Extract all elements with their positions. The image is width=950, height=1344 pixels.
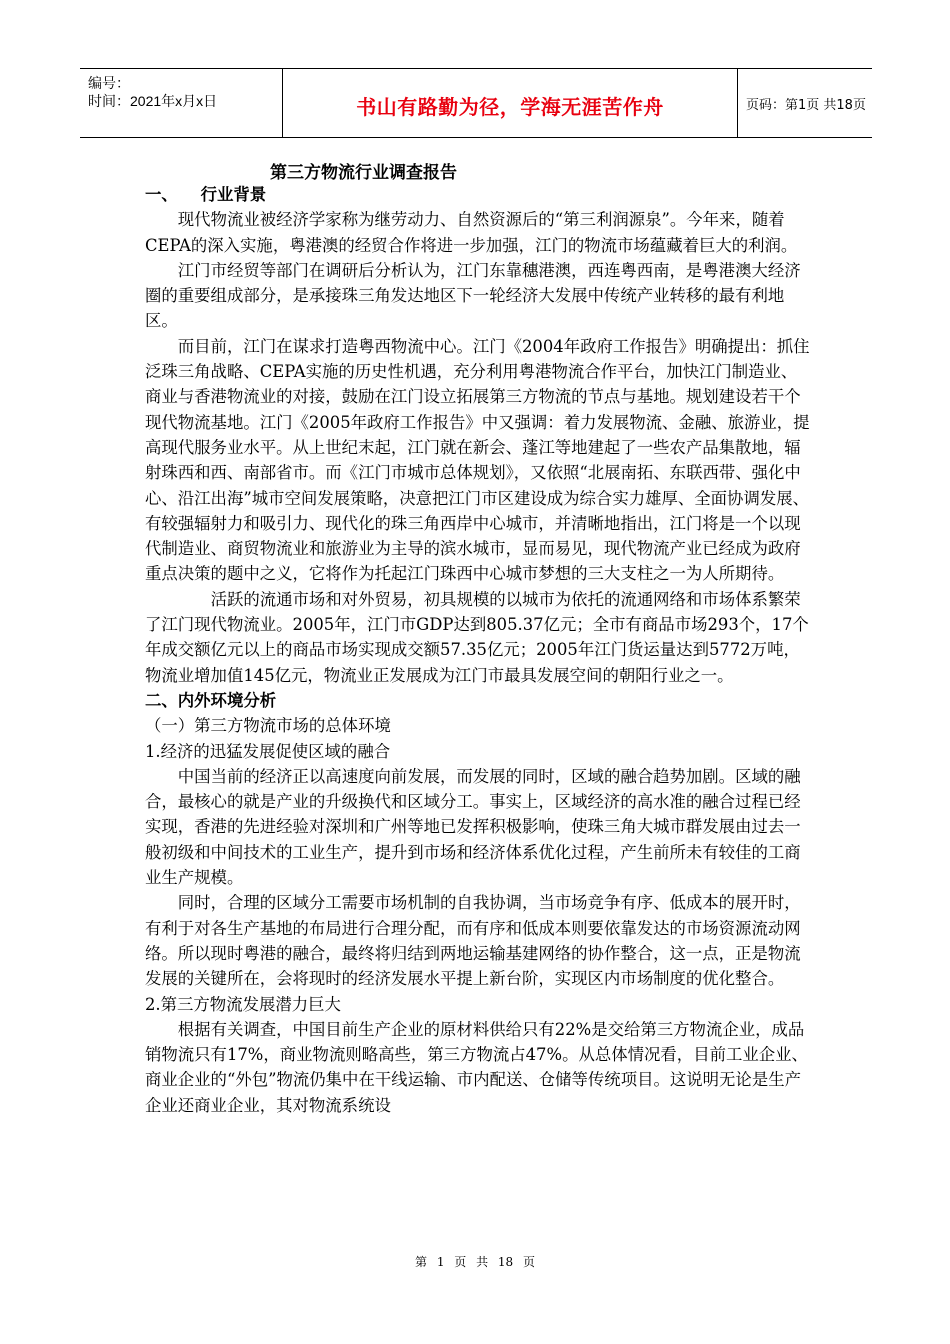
header-motto-cell [282, 69, 738, 137]
subsection-item-heading: 1.经济的迅猛发展促使区域的融合 [145, 741, 391, 761]
page-header [80, 68, 872, 138]
header-motto: 书山有路勤为径，学海无涯苦作舟 [356, 95, 664, 119]
section-heading-background: 一、 行业背景 [145, 185, 267, 204]
document-body [145, 182, 810, 1118]
paragraph: 现代物流业被经济学家称为继劳动力、自然资源后的“第三利润源泉”。今年来，随着CEPA的深入实施，粤港澳的经贸合作将进一步加强，江门的物流市场蕴藏着巨大的利润。 [145, 210, 798, 255]
section-heading-environment: 二、内外环境分析 [145, 690, 277, 710]
paragraph: 江门市经贸等部门在调研后分析认为，江门东靠穗港澳，西连粤西南，是粤港澳大经济圈的重要组成部分，是承接珠三角发达地区下一轮经济大发展中传统产业转移的最有利地区。 [145, 260, 801, 331]
subsection-item-heading: 2.第三方物流发展潜力巨大 [145, 994, 341, 1014]
header-page-cell [740, 69, 872, 137]
document-date-label: 时间：2021年x月x日 [88, 93, 218, 109]
paragraph: 同时，合理的区域分工需要市场机制的自我协调，当市场竞争有序、低成本的展开时，有利于对各生产基地的布局进行合理分配，而有序和低成本则要依靠发达的市场资源流动网络。所以现时粤港的融合，最终将归结到两地运输基建网络的协作整合，这一点，正是物流发展的关键所在，会将现时的经济发展水平提上新台阶，实现区内市场制度的优化整合。 [145, 893, 801, 989]
paragraph: 活跃的流通市场和对外贸易，初具规模的以城市为依托的流通网络和市场体系繁荣了江门现代物流业。2005年，江门市GDP达到805.37亿元；全市有商品市场293个，17个年成交额亿元以上的商品市场实现成交额57.35亿元；2005年江门货运量达到5772万吨，物流业增加值145亿元，物流业正发展成为江门市最具发展空间的朝阳行业之一。 [145, 589, 809, 685]
paragraph: 根据有关调查，中国目前生产企业的原材料供给只有22%是交给第三方物流企业，成品销物流只有17%，商业物流则略高些，第三方物流占47%。从总体情况看，目前工业企业、商业企业的“外包”物流仍集中在干线运输、市内配送、仓储等传统项目。这说明无论是生产企业还商业企业，其对物流系统设 [145, 1019, 808, 1115]
header-page-info: 页码：第1页 共18页 [746, 98, 866, 113]
paragraph: 中国当前的经济正以高速度向前发展，而发展的同时，区域的融合趋势加剧。区域的融合，最核心的就是产业的升级换代和区域分工。事实上，区域经济的高水准的融合过程已经实现，香港的先进经验对深圳和广州等地已发挥积极影响，使珠三角大城市群发展由过去一般初级和中间技术的工业生产，提升到市场和经济体系优化过程，产生前所未有较佳的工商业生产规模。 [145, 766, 801, 888]
header-meta-cell [80, 69, 280, 137]
subsection-heading: （一）第三方物流市场的总体环境 [145, 716, 391, 736]
document-title: 第三方物流行业调查报告 [270, 163, 457, 183]
document-number-label: 编号： [88, 75, 130, 91]
page-footer: 第 1 页 共 18 页 [415, 1255, 535, 1269]
paragraph: 而目前，江门在谋求打造粤西物流中心。江门《2004年政府工作报告》明确提出：抓住泛珠三角战略、CEPA实施的历史性机遇，充分利用粤港物流合作平台，加快江门制造业、商业与香港物流业的对接，鼓励在江门设立拓展第三方物流的节点与基地。规划建设若干个现代物流基地。江门《2005年政府工作报告》中又强调：着力发展物流、金融、旅游业，提高现代服务业水平。从上世纪末起，江门就在新会、蓬江等地建起了一些农产品集散地，辐射珠西和西、南部省市。而《江门市城市总体规划》，又依照“北展南拓、东联西带、强化中心、沿江出海”城市空间发展策略，决意把江门市区建设成为综合实力雄厚、全面协调发展、有较强辐射力和吸引力、现代化的珠三角西岸中心城市，并清晰地指出，江门将是一个以现代制造业、商贸物流业和旅游业为主导的滨水城市，显而易见，现代物流产业已经成为政府重点决策的题中之义，它将作为托起江门珠西中心城市梦想的三大支柱之一为人所期待。 [145, 336, 810, 584]
